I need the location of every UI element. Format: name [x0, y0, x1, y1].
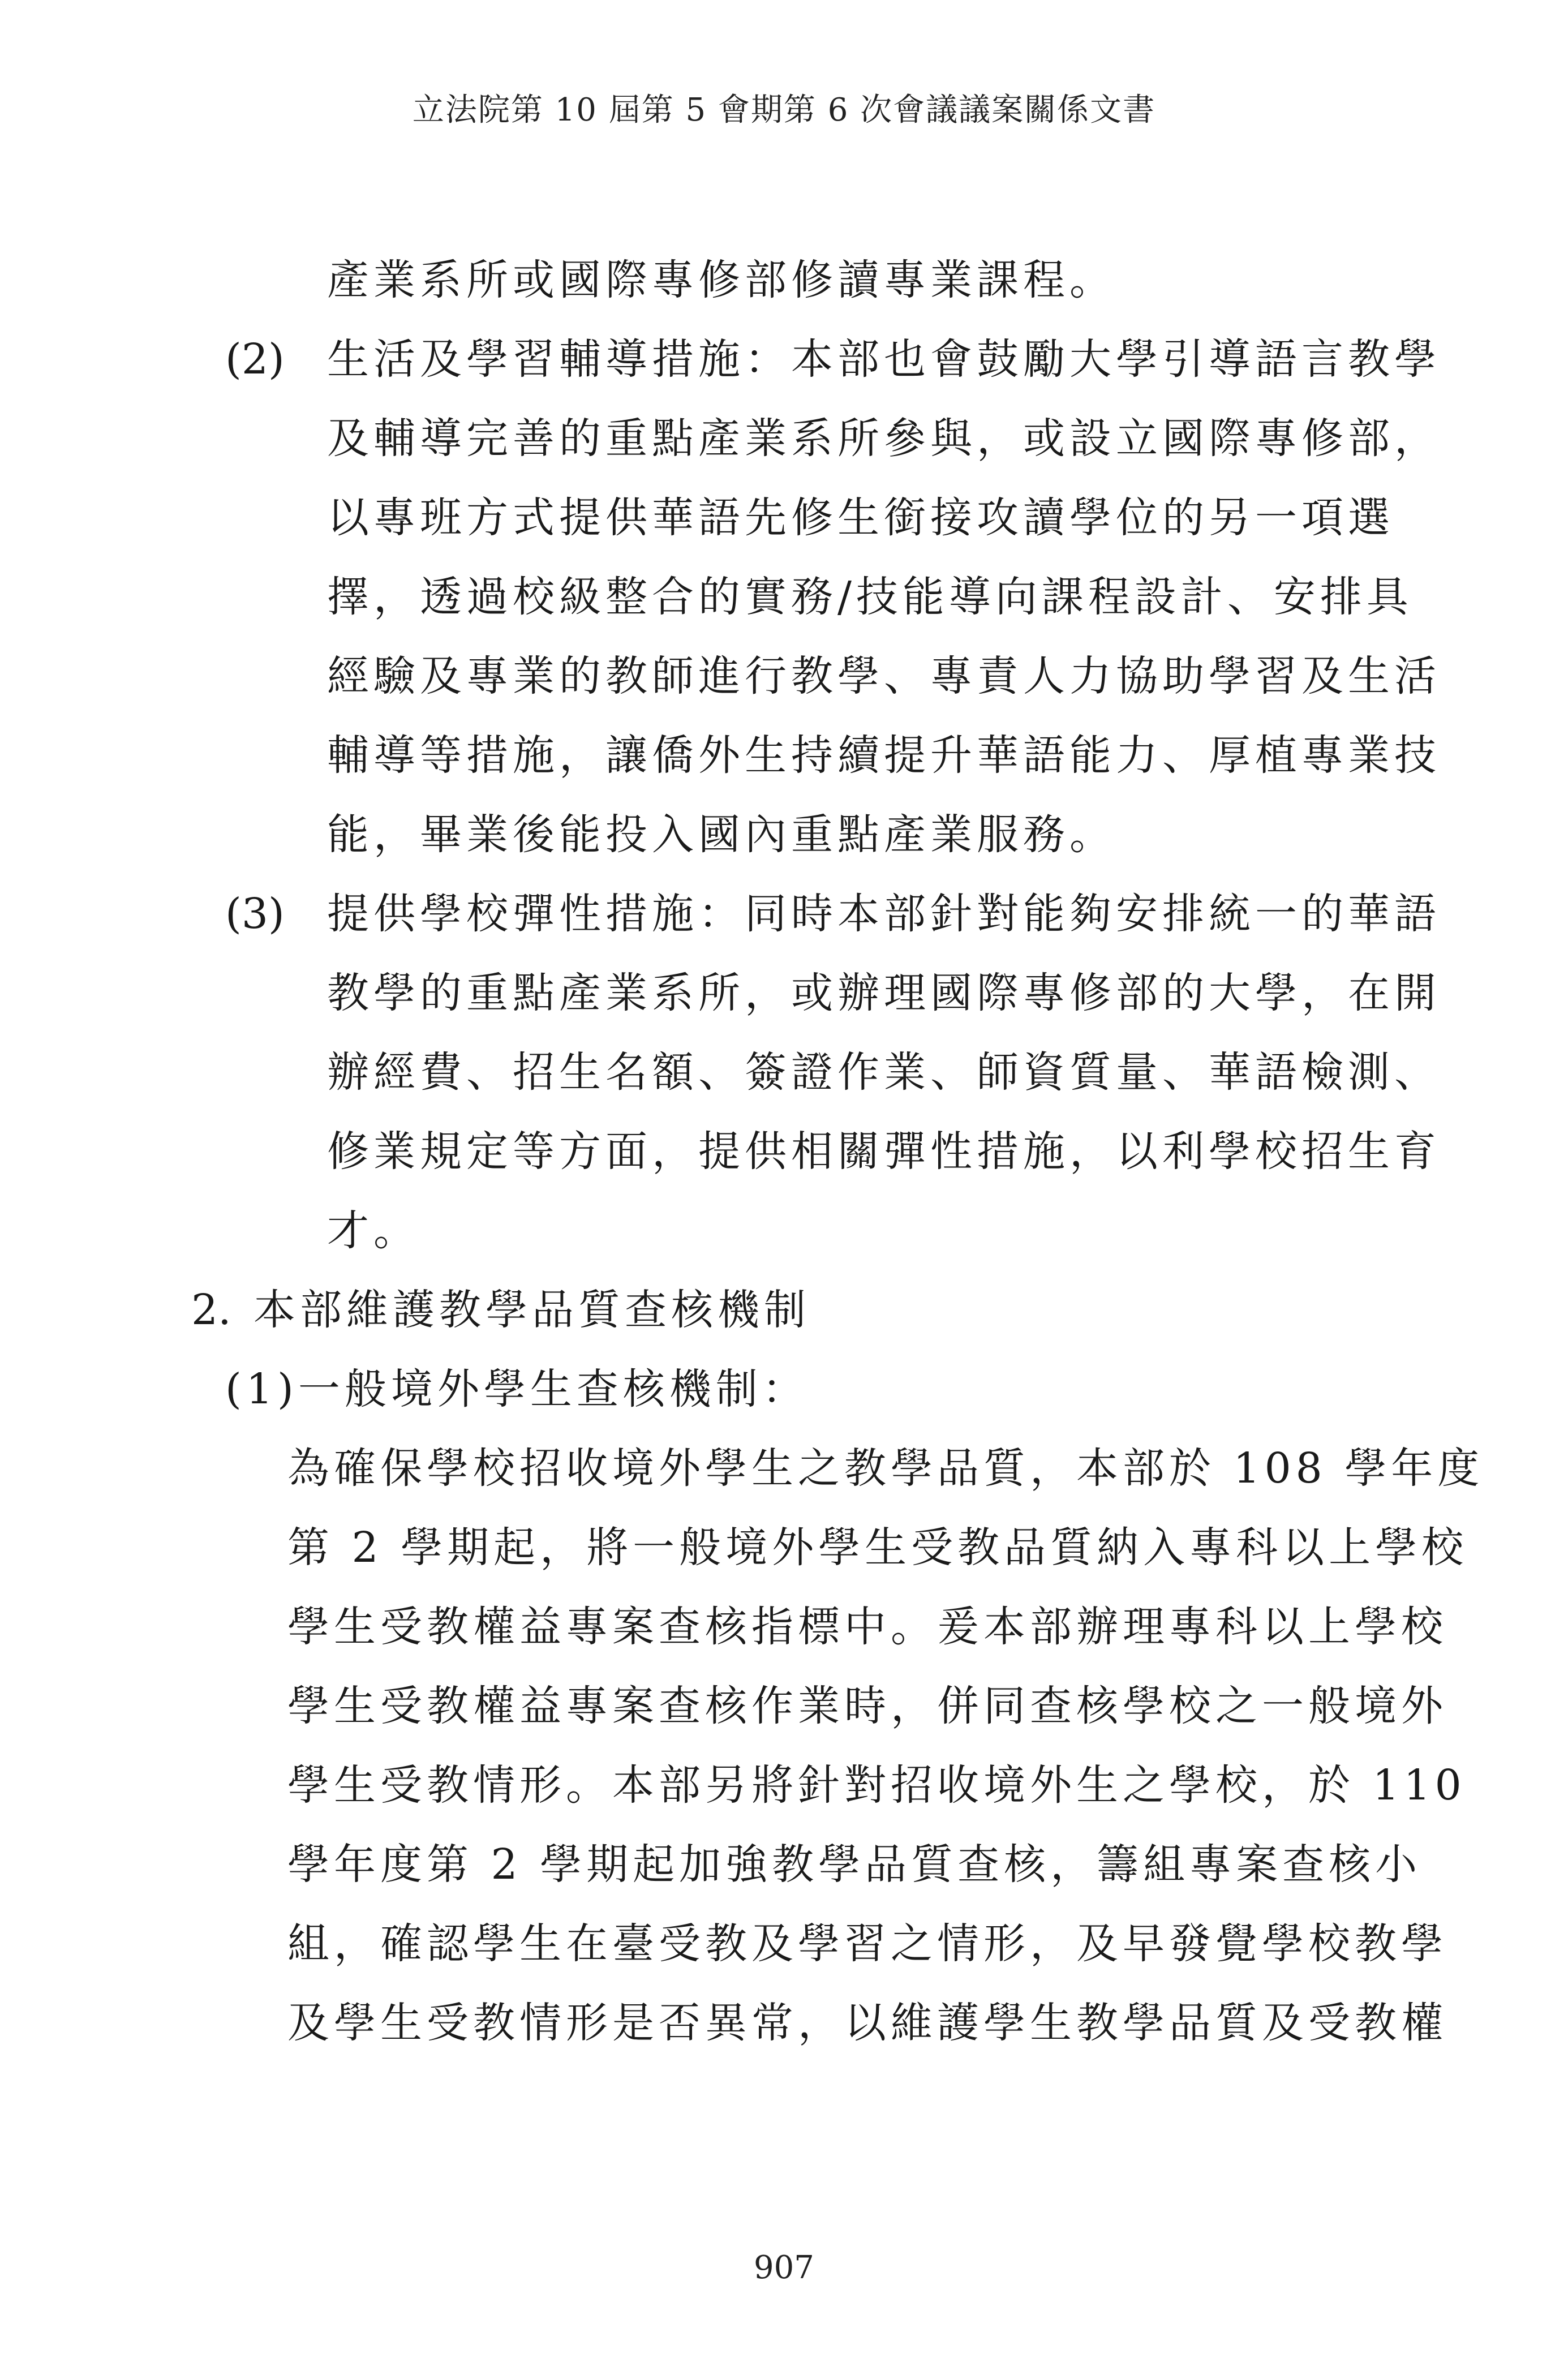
- text-line: 學生受教權益專案查核作業時，併同查核學校之一般境外: [287, 1682, 1447, 1730]
- section-marker-2: 2.: [191, 1286, 231, 1334]
- text-line: 學生受教權益專案查核指標中。爰本部辦理專科以上學校: [287, 1603, 1447, 1651]
- section-heading: 本部維護教學品質查核機制: [254, 1286, 810, 1334]
- text-line: 提供學校彈性措施：同時本部針對能夠安排統一的華語: [327, 890, 1441, 938]
- text-line: 辦經費、招生名額、簽證作業、師資質量、華語檢測、: [327, 1048, 1441, 1097]
- text-line: 產業系所或國際專修部修讀專業課程。: [327, 256, 1116, 304]
- text-line: 修業規定等方面，提供相關彈性措施，以利學校招生育: [327, 1127, 1441, 1176]
- text-line: 能，畢業後能投入國內重點產業服務。: [327, 810, 1116, 859]
- text-line: 第 2 學期起，將一般境外學生受教品質納入專科以上學校: [287, 1523, 1468, 1572]
- text-line: 擇，透過校級整合的實務/技能導向課程設計、安排具: [327, 573, 1413, 621]
- text-line: 及學生受教情形是否異常，以維護學生教學品質及受教權: [287, 1999, 1447, 2047]
- text-line: 學年度第 2 學期起加強教學品質查核，籌組專案查核小: [287, 1840, 1422, 1889]
- text-line: 才。: [327, 1206, 420, 1255]
- page-header: 立法院第 10 屆第 5 會期第 6 次會議議案關係文書: [412, 92, 1156, 128]
- page-number: 907: [754, 2249, 814, 2286]
- text-line: 為確保學校招收境外學生之教學品質，本部於 108 學年度: [287, 1444, 1484, 1493]
- text-line: 及輔導完善的重點產業系所參與，或設立國際專修部，: [327, 414, 1441, 463]
- text-line: 教學的重點產業系所，或辦理國際專修部的大學，在開: [327, 969, 1441, 1017]
- item-marker-3: (3): [225, 890, 285, 938]
- text-line: 輔導等措施，讓僑外生持續提升華語能力、厚植專業技: [327, 731, 1441, 780]
- sub-heading: (1)一般境外學生查核機制：: [225, 1365, 809, 1414]
- text-line: 生活及學習輔導措施：本部也會鼓勵大學引導語言教學: [327, 335, 1441, 384]
- text-line: 學生受教情形。本部另將針對招收境外生之學校，於 110: [287, 1761, 1466, 1810]
- text-line: 組，確認學生在臺受教及學習之情形，及早發覺學校教學: [287, 1919, 1447, 1968]
- text-line: 經驗及專業的教師進行教學、專責人力協助學習及生活: [327, 652, 1441, 701]
- item-marker-2: (2): [225, 335, 285, 384]
- text-line: 以專班方式提供華語先修生銜接攻讀學位的另一項選: [327, 493, 1394, 542]
